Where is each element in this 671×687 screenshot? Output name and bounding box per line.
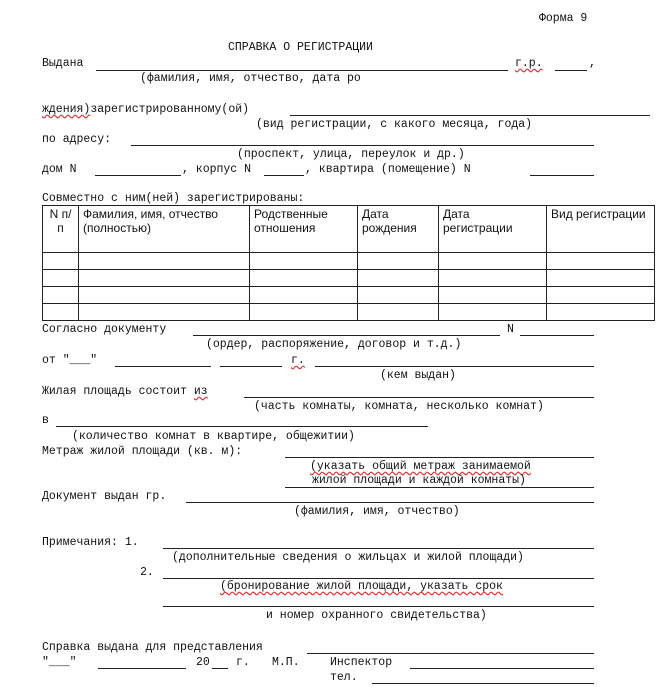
col-registration-type: Вид регистрации: [547, 206, 655, 253]
area-hint-line2: жилой площади и каждой комнаты): [312, 474, 526, 487]
note-3-hint: и номер охранного свидетельства): [266, 609, 487, 622]
table-cell[interactable]: [79, 304, 250, 321]
form-number: Форма 9: [539, 12, 588, 25]
table-cell[interactable]: [250, 253, 358, 270]
date-label: "___": [42, 656, 77, 669]
table-cell[interactable]: [43, 287, 79, 304]
area-hint-line1: (указать общий метраж занимаемой: [310, 460, 531, 473]
issuer-hint: (кем выдан): [380, 369, 456, 382]
issued-hint-continued: ждения)зарегистрированному(ой): [42, 103, 250, 116]
note-2-line-2[interactable]: [163, 606, 594, 607]
date-year-line[interactable]: [212, 668, 228, 669]
apartment-line[interactable]: [530, 175, 594, 176]
area-line[interactable]: [285, 457, 594, 458]
phone-label: тел.: [330, 671, 358, 684]
address-label: по адресу:: [42, 133, 112, 146]
living-space-label: Жилая площадь состоит из: [42, 385, 208, 398]
from-year-label: г.: [291, 354, 305, 367]
century-label: 20: [196, 656, 210, 669]
from-month-line[interactable]: [115, 366, 211, 367]
table-cell[interactable]: [547, 304, 655, 321]
table-cell[interactable]: [439, 270, 547, 287]
note-1-line[interactable]: [163, 548, 594, 549]
living-space-line[interactable]: [244, 397, 594, 398]
building-label: , корпус N: [182, 163, 252, 176]
document-number-line[interactable]: [520, 335, 594, 336]
col-number: N п/п: [43, 206, 79, 253]
comma: ,: [589, 57, 596, 70]
rooms-hint: (количество комнат в квартире, общежитии): [72, 430, 355, 443]
cohabitants-label: Совместно с ним(ней) зарегистрированы:: [42, 192, 305, 205]
apartment-label: , квартира (помещение) N: [305, 163, 471, 176]
note-2-hint: (бронирование жилой площади, указать срок: [220, 580, 503, 593]
table-cell[interactable]: [43, 304, 79, 321]
issued-to-label: Документ выдан гр.: [42, 490, 167, 503]
purpose-label: Справка выдана для представления: [42, 641, 263, 654]
table-cell[interactable]: [79, 287, 250, 304]
note-1-hint: (дополнительные сведения о жильцах и жилой площади): [172, 551, 524, 564]
table-header-row: [43, 206, 655, 253]
stamp-label: М.П.: [272, 656, 300, 669]
issuer-line[interactable]: [315, 366, 594, 367]
table-cell[interactable]: [439, 253, 547, 270]
issued-name-line[interactable]: [96, 70, 508, 71]
address-line[interactable]: [131, 145, 594, 146]
document-n-label: N: [507, 323, 514, 336]
issued-name-hint: (фамилия, имя, отчество, дата ро: [140, 72, 361, 85]
table-cell[interactable]: [439, 287, 547, 304]
table-cell[interactable]: [358, 270, 439, 287]
table-cell[interactable]: [43, 270, 79, 287]
table-row: [43, 304, 655, 321]
note-2-line[interactable]: [163, 578, 594, 579]
col-full-name: Фамилия, имя, отчество (полностью): [79, 206, 250, 253]
document-hint: (ордер, распоряжение, договор и т.д.): [206, 338, 462, 351]
cohabitants-table: [42, 205, 655, 321]
table-cell[interactable]: [250, 287, 358, 304]
table-cell[interactable]: [79, 270, 250, 287]
building-line[interactable]: [264, 175, 304, 176]
address-hint: (проспект, улица, переулок и др.): [237, 148, 465, 161]
inspector-label: Инспектор: [330, 656, 393, 669]
phone-line[interactable]: [372, 683, 594, 684]
col-registration-date: Дата регистрации: [439, 206, 547, 253]
from-year-line[interactable]: [220, 366, 282, 367]
table-cell[interactable]: [547, 270, 655, 287]
table-row: [43, 253, 655, 270]
table-cell[interactable]: [547, 287, 655, 304]
table-cell[interactable]: [358, 287, 439, 304]
birth-year-line[interactable]: [555, 70, 587, 71]
table-cell[interactable]: [250, 304, 358, 321]
house-label: дом N: [42, 163, 77, 176]
table-cell[interactable]: [358, 253, 439, 270]
in-label: в: [42, 414, 49, 427]
table-row: [43, 270, 655, 287]
registration-type-line[interactable]: [290, 115, 650, 116]
table-cell[interactable]: [43, 253, 79, 270]
table-cell[interactable]: [439, 304, 547, 321]
table-cell[interactable]: [79, 253, 250, 270]
issued-to-line[interactable]: [186, 502, 594, 503]
col-birth-date: Дата рождения: [358, 206, 439, 253]
registration-type-hint: (вид регистрации, с какого месяца, года): [256, 118, 533, 131]
birth-year-label: г.р.: [515, 57, 543, 70]
house-line[interactable]: [95, 175, 181, 176]
col-relation: Родственные отношения: [250, 206, 358, 253]
notes-label: Примечания: 1.: [42, 536, 139, 549]
purpose-line[interactable]: [307, 653, 594, 654]
area-line-2[interactable]: [285, 487, 594, 488]
date-year-label: г.: [236, 656, 250, 669]
rooms-line[interactable]: [56, 426, 428, 427]
note-2-label: 2.: [140, 566, 154, 579]
document-label: Согласно документу: [42, 323, 167, 336]
page-title: СПРАВКА О РЕГИСТРАЦИИ: [228, 41, 373, 54]
table-row: [43, 287, 655, 304]
date-month-line[interactable]: [98, 668, 186, 669]
issued-to-hint: (фамилия, имя, отчество): [294, 505, 460, 518]
table-cell[interactable]: [358, 304, 439, 321]
living-space-hint: (часть комнаты, комната, несколько комнат): [254, 400, 544, 413]
document-line[interactable]: [193, 335, 500, 336]
inspector-line[interactable]: [410, 668, 594, 669]
from-label: от "___": [42, 354, 98, 367]
table-cell[interactable]: [250, 270, 358, 287]
issued-label: Выдана: [42, 57, 84, 70]
area-label: Метраж жилой площади (кв. м):: [42, 445, 243, 458]
table-cell[interactable]: [547, 253, 655, 270]
